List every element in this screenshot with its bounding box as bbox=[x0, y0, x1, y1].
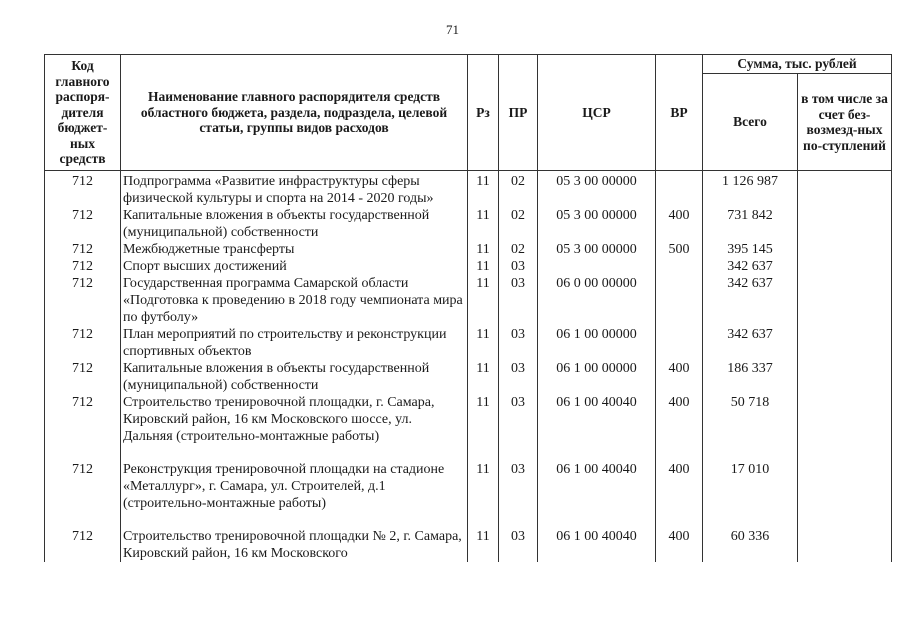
cell-total: 60 336 bbox=[703, 528, 798, 562]
cell-name: Подпрограмма «Развитие инфраструктуры сферы физической культуры и спорта на 2014 - 2020 годы» bbox=[121, 171, 468, 208]
cell-name: Строительство тренировочной площадки, г. Самара, Кировский район, 16 км Московского шоссе, ул. Дальняя (строительно-монтажные работы) bbox=[121, 394, 468, 461]
cell-total: 342 637 bbox=[703, 326, 798, 360]
cell-csr: 05 3 00 00000 bbox=[538, 171, 656, 208]
cell-vr: 400 bbox=[656, 207, 703, 241]
cell-code: 712 bbox=[45, 241, 121, 258]
cell-name: Строительство тренировочной площадки № 2, г. Самара, Кировский район, 16 км Московского bbox=[121, 528, 468, 562]
cell-csr: 06 1 00 40040 bbox=[538, 461, 656, 528]
cell-vr: 500 bbox=[656, 241, 703, 258]
cell-name: Спорт высших достижений bbox=[121, 258, 468, 275]
cell-rz: 11 bbox=[468, 461, 499, 528]
cell-code: 712 bbox=[45, 326, 121, 360]
page-number: 71 bbox=[446, 22, 459, 37]
header-total: Всего bbox=[703, 74, 798, 171]
cell-pr: 03 bbox=[499, 326, 538, 360]
cell-rz: 11 bbox=[468, 326, 499, 360]
cell-name: План мероприятий по строительству и реконструкции спортивных объектов bbox=[121, 326, 468, 360]
cell-rz: 11 bbox=[468, 394, 499, 461]
cell-total: 342 637 bbox=[703, 275, 798, 326]
cell-vr: 400 bbox=[656, 394, 703, 461]
cell-incl bbox=[798, 207, 892, 241]
budget-table bbox=[44, 54, 892, 562]
cell-pr: 03 bbox=[499, 394, 538, 461]
table-row bbox=[45, 528, 892, 562]
cell-pr: 02 bbox=[499, 171, 538, 208]
cell-incl bbox=[798, 275, 892, 326]
cell-csr: 06 1 00 00000 bbox=[538, 326, 656, 360]
cell-vr bbox=[656, 275, 703, 326]
cell-rz: 11 bbox=[468, 275, 499, 326]
cell-incl bbox=[798, 394, 892, 461]
cell-incl bbox=[798, 241, 892, 258]
cell-vr: 400 bbox=[656, 360, 703, 394]
table-header bbox=[45, 55, 892, 171]
header-rz: Рз bbox=[468, 55, 499, 171]
cell-total: 17 010 bbox=[703, 461, 798, 528]
cell-name: Капитальные вложения в объекты государственной (муниципальной) собственности bbox=[121, 360, 468, 394]
header-sum: Сумма, тыс. рублей bbox=[703, 55, 892, 74]
table-row bbox=[45, 461, 892, 528]
cell-rz: 11 bbox=[468, 258, 499, 275]
cell-name: Реконструкция тренировочной площадки на стадионе «Металлург», г. Самара, ул. Строителей, д.1 (строительно-монтажные работы) bbox=[121, 461, 468, 528]
cell-pr: 03 bbox=[499, 275, 538, 326]
cell-code: 712 bbox=[45, 207, 121, 241]
header-incl: в том числе за счет без-возмезд-ных по-ступлений bbox=[798, 74, 892, 171]
cell-vr bbox=[656, 326, 703, 360]
cell-vr: 400 bbox=[656, 461, 703, 528]
cell-code: 712 bbox=[45, 275, 121, 326]
cell-code: 712 bbox=[45, 360, 121, 394]
table-row bbox=[45, 258, 892, 275]
cell-code: 712 bbox=[45, 461, 121, 528]
cell-csr bbox=[538, 258, 656, 275]
table-row bbox=[45, 360, 892, 394]
cell-vr: 400 bbox=[656, 528, 703, 562]
cell-incl bbox=[798, 528, 892, 562]
table-row bbox=[45, 275, 892, 326]
cell-incl bbox=[798, 326, 892, 360]
cell-vr bbox=[656, 258, 703, 275]
cell-rz: 11 bbox=[468, 528, 499, 562]
table-body bbox=[45, 171, 892, 563]
cell-csr: 06 1 00 40040 bbox=[538, 394, 656, 461]
header-code: Код главного распоря-дителя бюджет-ных средств bbox=[45, 55, 121, 171]
cell-incl bbox=[798, 258, 892, 275]
cell-csr: 05 3 00 00000 bbox=[538, 241, 656, 258]
cell-code: 712 bbox=[45, 394, 121, 461]
header-vr: ВР bbox=[656, 55, 703, 171]
cell-code: 712 bbox=[45, 528, 121, 562]
cell-pr: 03 bbox=[499, 360, 538, 394]
cell-total: 50 718 bbox=[703, 394, 798, 461]
cell-pr: 03 bbox=[499, 528, 538, 562]
cell-incl bbox=[798, 360, 892, 394]
cell-rz: 11 bbox=[468, 207, 499, 241]
cell-code: 712 bbox=[45, 258, 121, 275]
cell-rz: 11 bbox=[468, 360, 499, 394]
cell-total: 342 637 bbox=[703, 258, 798, 275]
table-row bbox=[45, 394, 892, 461]
header-csr: ЦСР bbox=[538, 55, 656, 171]
table-row bbox=[45, 241, 892, 258]
cell-vr bbox=[656, 171, 703, 208]
cell-name: Государственная программа Самарской области «Подготовка к проведению в 2018 году чемпионата мира по футболу» bbox=[121, 275, 468, 326]
cell-rz: 11 bbox=[468, 241, 499, 258]
cell-incl bbox=[798, 461, 892, 528]
cell-pr: 02 bbox=[499, 241, 538, 258]
cell-pr: 02 bbox=[499, 207, 538, 241]
cell-incl bbox=[798, 171, 892, 208]
cell-total: 186 337 bbox=[703, 360, 798, 394]
table-row bbox=[45, 326, 892, 360]
header-pr: ПР bbox=[499, 55, 538, 171]
cell-total: 731 842 bbox=[703, 207, 798, 241]
cell-code: 712 bbox=[45, 171, 121, 208]
cell-name: Капитальные вложения в объекты государственной (муниципальной) собственности bbox=[121, 207, 468, 241]
cell-pr: 03 bbox=[499, 461, 538, 528]
table-row bbox=[45, 207, 892, 241]
cell-total: 395 145 bbox=[703, 241, 798, 258]
cell-csr: 06 1 00 00000 bbox=[538, 360, 656, 394]
cell-pr: 03 bbox=[499, 258, 538, 275]
cell-name: Межбюджетные трансферты bbox=[121, 241, 468, 258]
cell-total: 1 126 987 bbox=[703, 171, 798, 208]
cell-csr: 05 3 00 00000 bbox=[538, 207, 656, 241]
table-row bbox=[45, 171, 892, 208]
cell-rz: 11 bbox=[468, 171, 499, 208]
header-name: Наименование главного распорядителя средств областного бюджета, раздела, подраздела, целевой статьи, группы видов расходов bbox=[121, 55, 468, 171]
cell-csr: 06 1 00 40040 bbox=[538, 528, 656, 562]
cell-csr: 06 0 00 00000 bbox=[538, 275, 656, 326]
